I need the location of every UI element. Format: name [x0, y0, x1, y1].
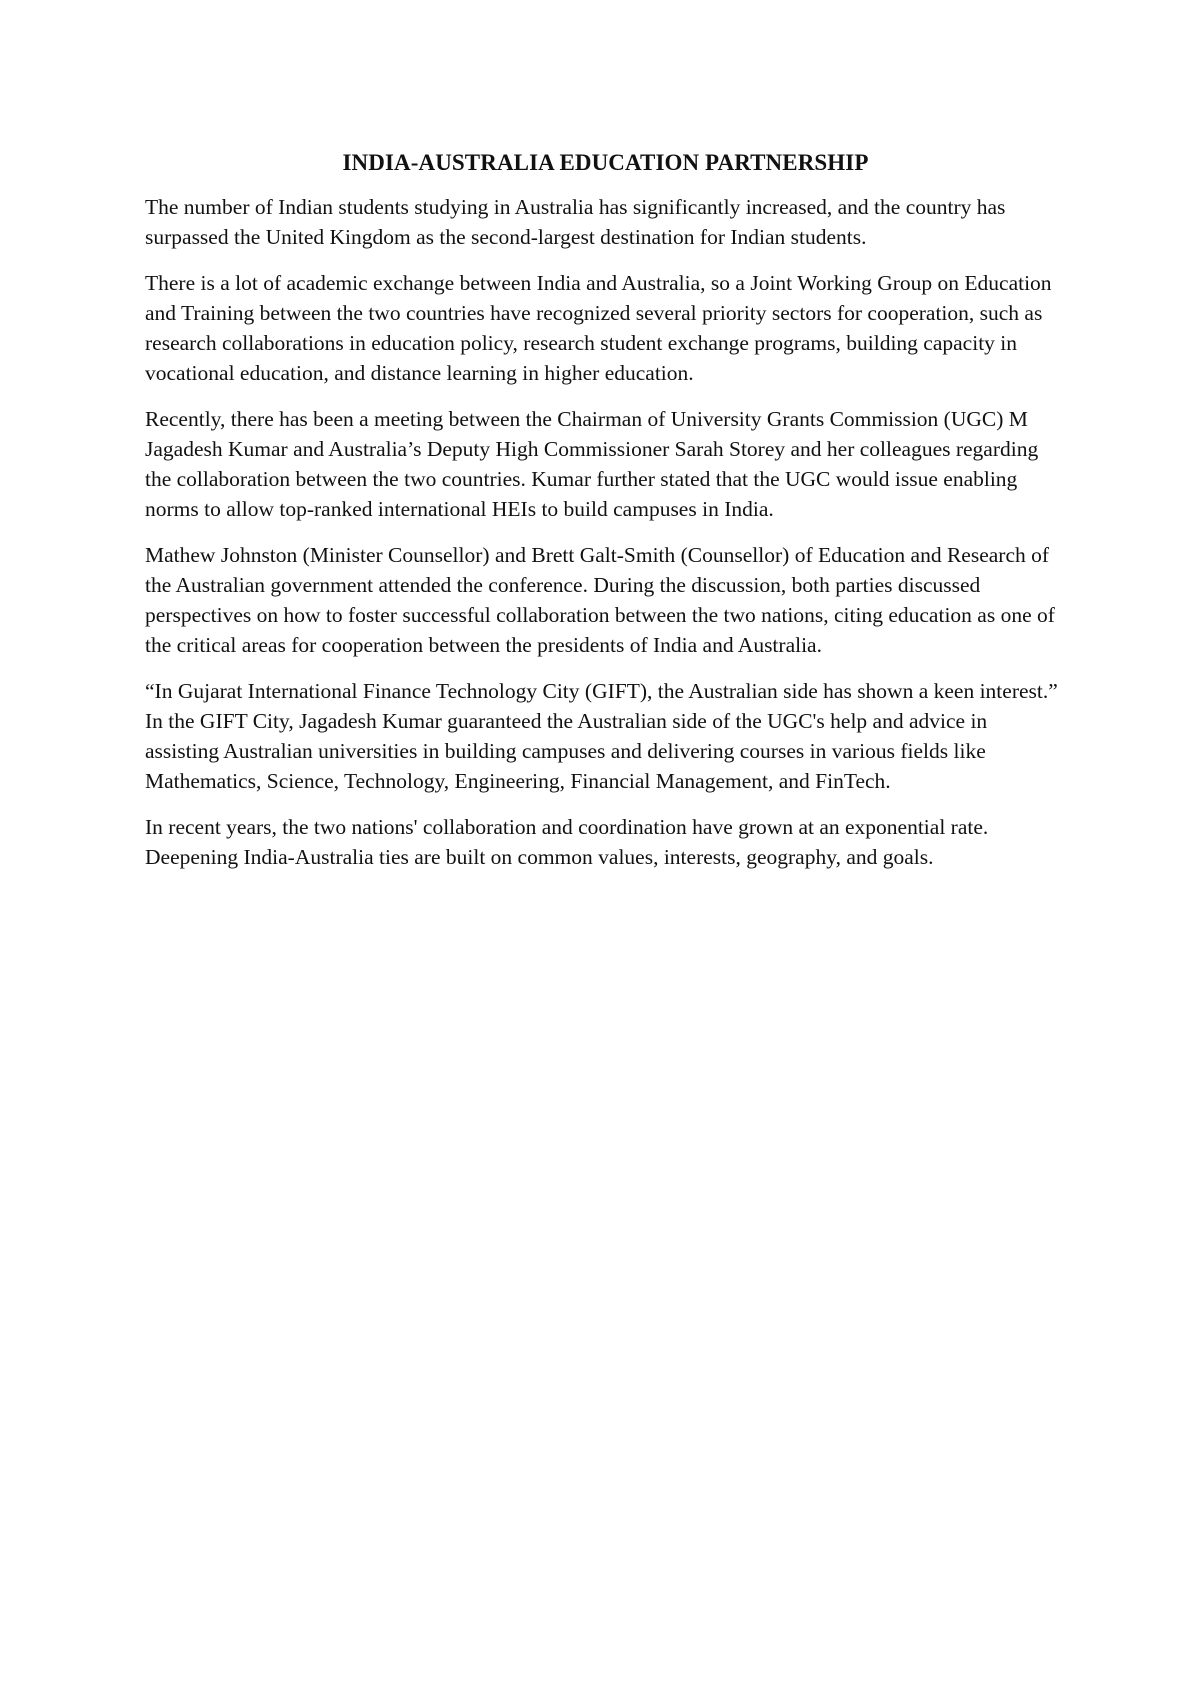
paragraph-conclusion: In recent years, the two nations' collaboration and coordination have grown at an exponential rate. Deepening India-Australia ties are built on common values, interests, geography, and goals. [145, 815, 989, 869]
paragraph-ugc-meeting: Recently, there has been a meeting between the Chairman of University Grants Commission (UGC) M Jagadesh Kumar and Australia’s Deputy High Commissioner Sarah Storey and her colleagues regarding the collaboration between the two countries. Kumar further stated that the UGC would issue enabling norms to allow top-ranked international HEIs to build campuses in India. [145, 407, 1039, 521]
document-title: INDIA-AUSTRALIA EDUCATION PARTNERSHIP [342, 150, 869, 175]
paragraph-conference: Mathew Johnston (Minister Counsellor) and Brett Galt-Smith (Counsellor) of Education and Research of the Australian government attended the conference. During the discussion, both parties discussed perspectives on how to foster successful collaboration between the two nations, citing education as one of the critical areas for cooperation between the presidents of India and Australia. [145, 543, 1055, 657]
paragraph-student-numbers: The number of Indian students studying in Australia has significantly increased, and the country has surpassed the United Kingdom as the second-largest destination for Indian students. [145, 195, 1006, 249]
paragraph-gift-city: “In Gujarat International Finance Technology City (GIFT), the Australian side has shown a keen interest.” In the GIFT City, Jagadesh Kumar guaranteed the Australian side of the UGC's help and advice in assisting Australian universities in building campuses and delivering courses in various fields like Mathematics, Science, Technology, Engineering, Financial Management, and FinTech. [145, 679, 1058, 793]
paragraph-academic-exchange: There is a lot of academic exchange between India and Australia, so a Joint Working Group on Education and Training between the two countries have recognized several priority sectors for cooperation, such as research collaborations in education policy, research student exchange programs, building capacity in vocational education, and distance learning in higher education. [145, 271, 1052, 385]
